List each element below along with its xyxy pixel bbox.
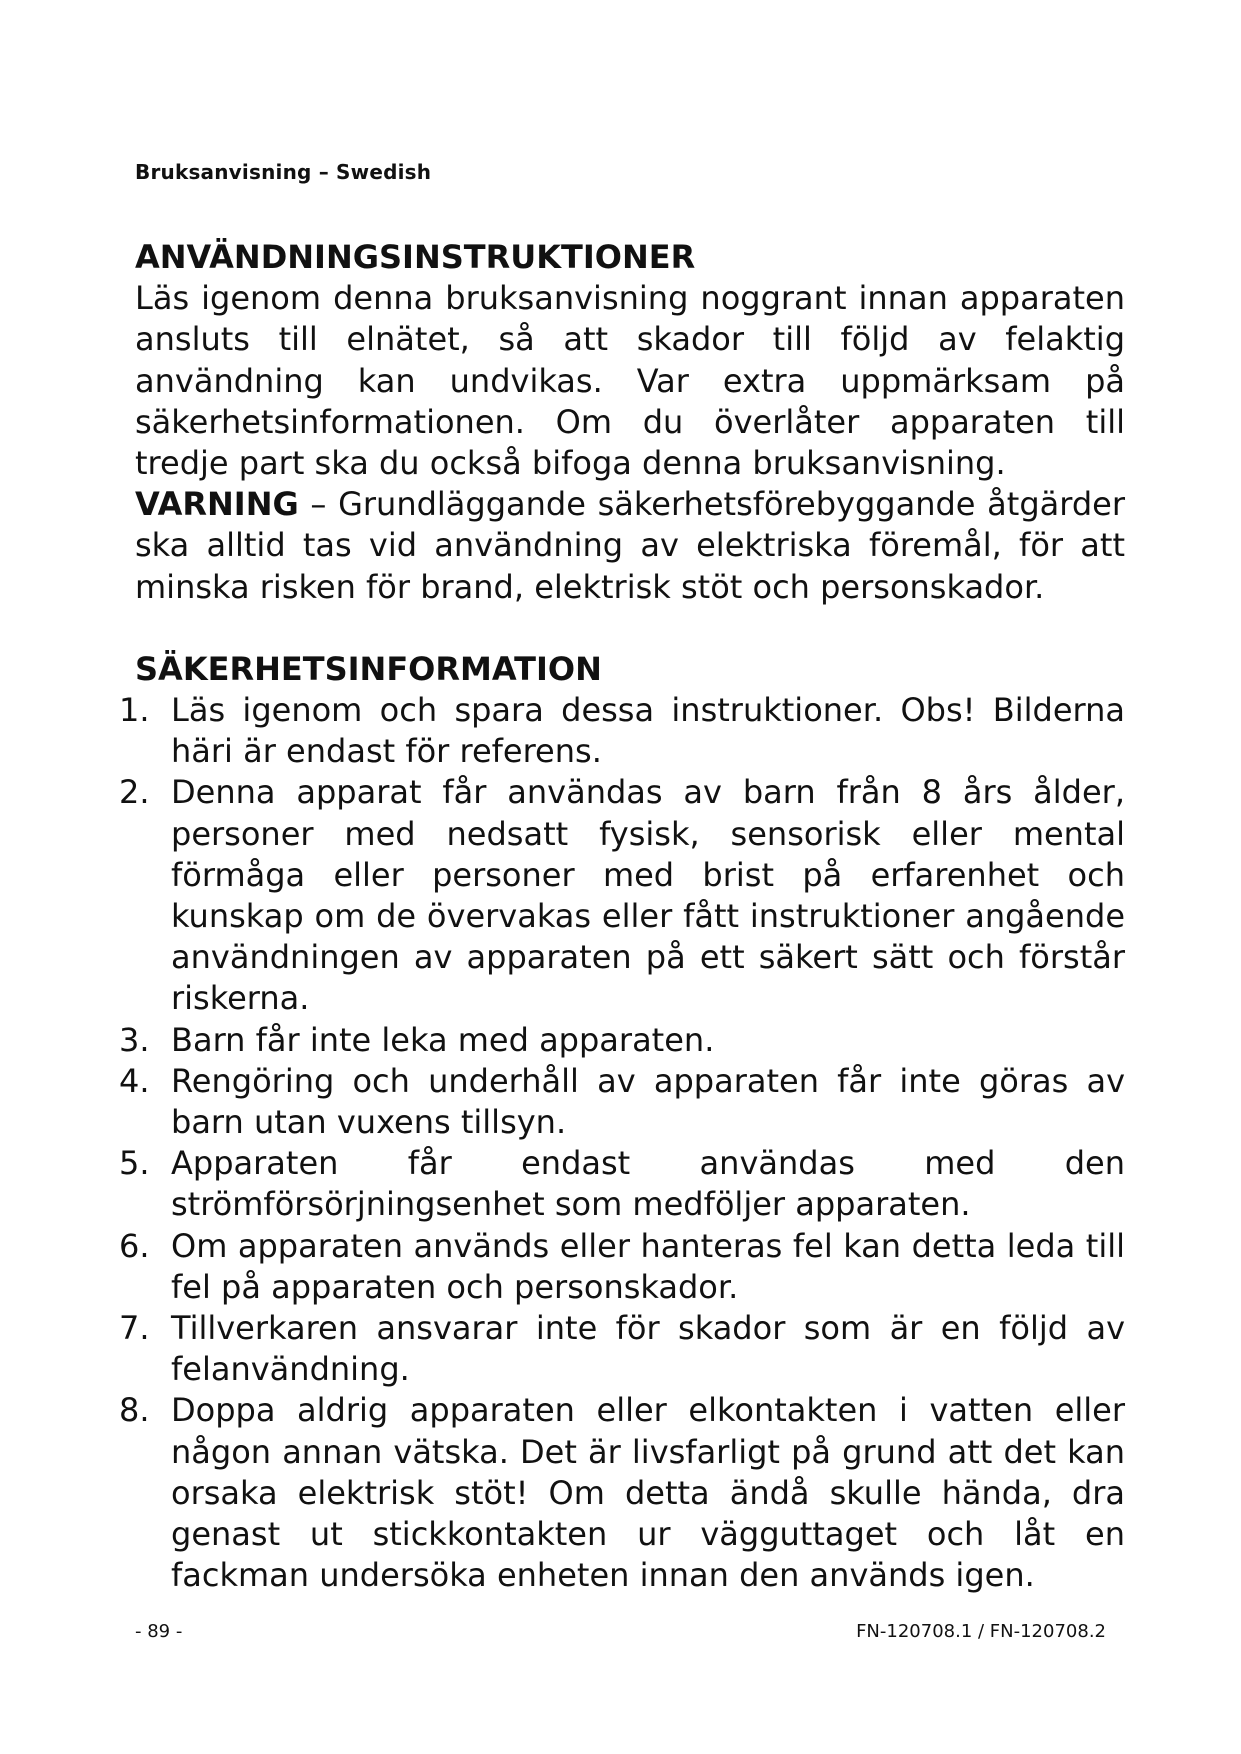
- list-item-text: Doppa aldrig apparaten eller elkontakten i vatten eller någon annan vätska. Det är livsfarligt på grund att det kan orsaka elektrisk stöt! Om detta ändå skulle hända, dra genast ut stickkontakten ur vägguttaget och låt en fackman undersöka enheten innan den används igen.: [171, 1391, 1125, 1595]
- model-number: FN-120708.1 / FN-120708.2: [856, 1621, 1106, 1642]
- list-item-text: Denna apparat får användas av barn från 8 års ålder, personer med nedsatt fysisk, sensorisk eller mental förmåga eller personer med brist på erfarenhet och kunskap om de övervakas eller fått instruktioner angående användningen av apparaten på ett säkert sätt och förstår riskerna.: [171, 773, 1125, 1018]
- list-item: [119, 690, 1125, 772]
- page-content: [119, 237, 1125, 1597]
- warning-paragraph: [135, 484, 1125, 608]
- list-item-number: 7.: [119, 1309, 150, 1348]
- list-item-text: Läs igenom och spara dessa instruktioner. Obs! Bilderna häri är endast för referens.: [171, 691, 1125, 771]
- list-item: [119, 1226, 1125, 1308]
- list-item: [119, 1143, 1125, 1225]
- list-item: [119, 1390, 1125, 1596]
- usage-instructions-heading: ANVÄNDNINGSINSTRUKTIONER: [135, 238, 696, 276]
- list-item-number: 2.: [119, 773, 150, 812]
- list-item-number: 8.: [119, 1391, 150, 1430]
- warning-text: – Grundläggande säkerhetsförebyggande åtgärder ska alltid tas vid användning av elektriska föremål, för att minska risken för brand, elektrisk stöt och personskador.: [135, 485, 1125, 606]
- list-item: [119, 1020, 1125, 1061]
- list-item-text: Rengöring och underhåll av apparaten får inte göras av barn utan vuxens tillsyn.: [171, 1061, 1125, 1142]
- list-item-number: 5.: [119, 1144, 150, 1183]
- list-item: [119, 1308, 1125, 1390]
- document-header-label: Bruksanvisning – Swedish: [135, 160, 432, 184]
- list-item-number: 6.: [119, 1226, 150, 1265]
- safety-information-heading: SÄKERHETSINFORMATION: [135, 649, 602, 688]
- section-spacer: [135, 608, 1125, 649]
- list-item-number: 4.: [119, 1061, 150, 1100]
- list-item-text: Om apparaten används eller hanteras fel kan detta leda till fel på apparaten och personskador.: [171, 1226, 1125, 1306]
- list-item-text: Tillverkaren ansvarar inte för skador som är en följd av felanvändning.: [171, 1309, 1125, 1389]
- usage-instructions-paragraph: Läs igenom denna bruksanvisning noggrant innan apparaten ansluts till elnätet, så att skador till följd av felaktig användning kan undvikas. Var extra uppmärksam på säkerhetsinformationen. Om du överlåter apparaten till tredje part ska du också bifoga denna bruksanvisning.: [135, 279, 1125, 483]
- list-item: [119, 772, 1125, 1019]
- page-number: - 89 -: [135, 1621, 183, 1642]
- list-item-text: Barn får inte leka med apparaten.: [171, 1020, 715, 1059]
- warning-label: VARNING: [135, 485, 299, 524]
- list-item: [119, 1061, 1125, 1143]
- list-item-text: Apparaten får endast användas med den strömförsörjningsenhet som medföljer apparaten.: [171, 1144, 1125, 1224]
- list-item-number: 3.: [119, 1020, 150, 1059]
- list-item-number: 1.: [119, 691, 150, 730]
- safety-list: [119, 690, 1125, 1596]
